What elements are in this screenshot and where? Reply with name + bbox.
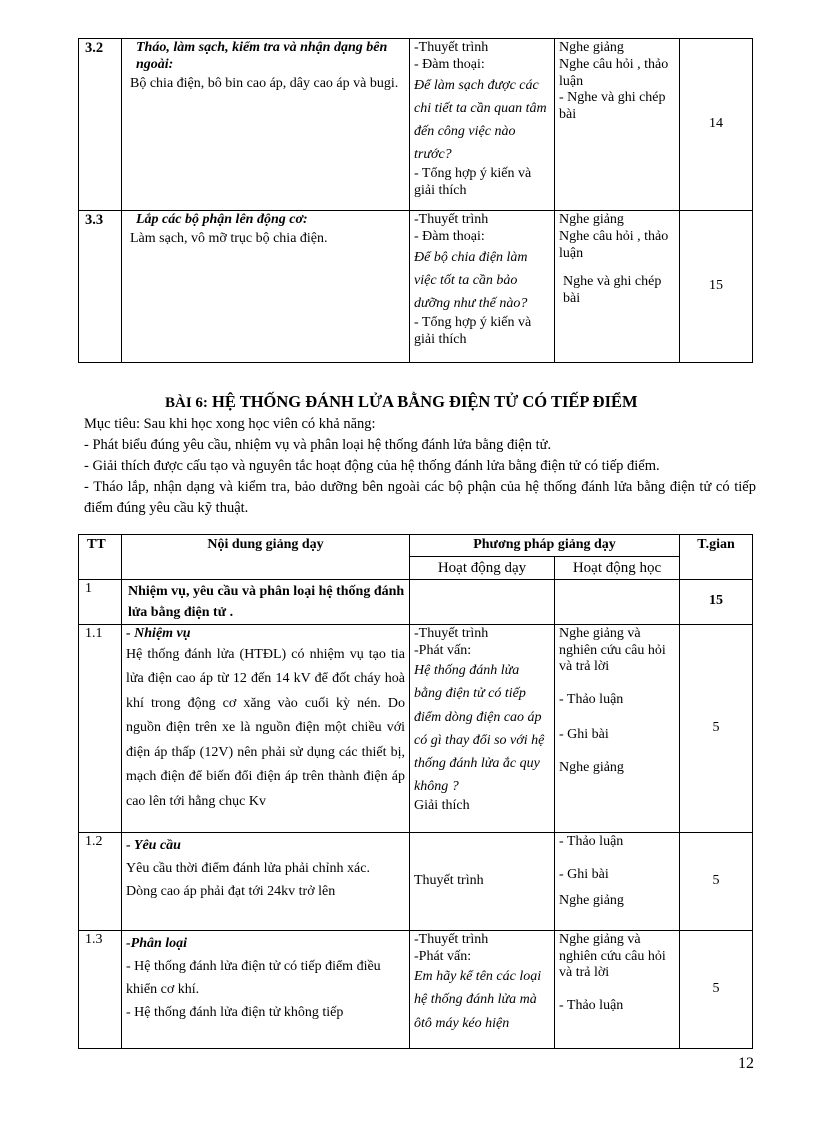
header-method: Phương pháp giảng dạy xyxy=(410,535,680,557)
page-number: 12 xyxy=(738,1055,754,1072)
content-cell xyxy=(122,39,410,211)
learning-text: Nghe giảng xyxy=(559,212,624,227)
method-text: - Đàm thoại: xyxy=(414,56,485,72)
content-title: - Yêu cầu xyxy=(126,837,181,853)
objective-item: - Giải thích được cấu tạo và nguyên tắc hoạt động của hệ thống đánh lửa bằng điện tử có tiếp điểm. xyxy=(84,458,660,475)
learning-text: Nghe giảng xyxy=(559,40,624,55)
content-cell xyxy=(122,624,410,832)
time-cell: 15 xyxy=(680,579,753,624)
row-number: 1 xyxy=(79,579,122,624)
lesson-title: HỆ THỐNG ĐÁNH LỬA BẰNG ĐIỆN TỬ CÓ TIẾP ĐIỂM xyxy=(212,392,638,411)
row-number: 1.1 xyxy=(79,624,122,832)
content-cell xyxy=(122,832,410,930)
empty-cell xyxy=(555,579,680,624)
content-body: Yêu cầu thời điểm đánh lửa phải chỉnh xác. xyxy=(126,860,370,876)
content-body: Bộ chia điện, bô bin cao áp, dây cao áp và bugi. xyxy=(130,75,399,91)
content-title: - Nhiệm vụ xyxy=(126,625,191,641)
header-tt: TT xyxy=(79,535,122,580)
row-number: 3.3 xyxy=(79,211,122,363)
content-body: Làm sạch, vô mỡ trục bộ chia điện. xyxy=(130,230,328,246)
table-row xyxy=(79,832,753,930)
header-time: T.gian xyxy=(680,535,753,580)
content-title: Lắp các bộ phận lên động cơ: xyxy=(136,212,308,227)
content-title: -Phân loại xyxy=(126,935,188,951)
learning-activity-cell xyxy=(555,832,680,930)
content-cell xyxy=(122,211,410,363)
table-row xyxy=(79,624,753,832)
learning-activity-cell xyxy=(555,930,680,1048)
lesson-heading xyxy=(165,392,765,412)
row-number: 1.3 xyxy=(79,930,122,1048)
header-teaching: Hoạt động dạy xyxy=(410,556,555,579)
method-text: -Phát vấn: xyxy=(414,642,472,658)
method-question: Để bộ chia điện làm việc tốt ta cần bảo dưỡng như thế nào? xyxy=(414,249,528,311)
learning-activity-cell xyxy=(555,39,680,211)
content-body: - Hệ thống đánh lửa điện tử có tiếp điểm điều khiển cơ khí. xyxy=(126,958,381,997)
content-body: Hệ thống đánh lửa (HTĐL) có nhiệm vụ tạo tia lửa điện cao áp từ 12 đến 14 kV để đốt cháy hoà khí trong động cơ xăng vào cuối kỳ nén. Do nguồn điện trên xe là nguồn điện một chiều với điện áp thấp (12V) nên phải sử dụng các thiết bị, mạch điện để biến đổi điện áp trên thành điện áp cao lên tới hằng chục Kv xyxy=(126,646,405,809)
method-text: -Thuyết trình xyxy=(414,40,489,55)
learning-text: Nghe giảng xyxy=(559,893,624,909)
learning-text: - Nghe và ghi chép bài xyxy=(559,90,666,123)
learning-text: - Ghi bài xyxy=(559,726,609,742)
header-learning: Hoạt động học xyxy=(555,556,680,579)
method-question: Để làm sạch được các chi tiết ta cần quan tâm đến công việc nào trước? xyxy=(414,77,547,162)
lesson-prefix: BÀI 6: xyxy=(165,395,208,411)
learning-text: Nghe và ghi chép bài xyxy=(563,274,662,307)
table-row xyxy=(79,211,753,363)
learning-text: Nghe giảng và nghiên cứu câu hỏi và trả lời xyxy=(559,625,666,675)
method-text: -Thuyết trình xyxy=(414,625,489,641)
time-cell: 14 xyxy=(680,39,753,211)
objective-item: - Tháo lắp, nhận dạng và kiểm tra, bảo dưỡng bên ngoài các bộ phận của hệ thống đánh lửa bằng điện tử có tiếp điểm đúng yêu cầu kỹ thuật. xyxy=(84,479,756,517)
time-cell: 5 xyxy=(680,624,753,832)
teaching-method-cell xyxy=(410,39,555,211)
learning-text: - Ghi bài xyxy=(559,866,609,882)
learning-activity-cell xyxy=(555,624,680,832)
learning-text: - Thảo luận xyxy=(559,833,624,849)
objectives-intro: Mục tiêu: Sau khi học xong học viên có khả năng: xyxy=(84,416,376,432)
learning-text: Nghe giảng và nghiên cứu câu hỏi và trả lời xyxy=(559,931,666,981)
method-text: - Tổng hợp ý kiến và giải thích xyxy=(414,314,532,347)
method-question: Em hãy kể tên các loại hệ thống đánh lửa mà ôtô máy kéo hiện xyxy=(414,969,542,1031)
teaching-method-cell xyxy=(410,930,555,1048)
method-text: Giải thích xyxy=(414,797,470,813)
content-cell xyxy=(122,930,410,1048)
time-cell: 15 xyxy=(680,211,753,363)
learning-text: Nghe câu hỏi , thảo luận xyxy=(559,56,669,89)
table-row xyxy=(79,579,753,624)
objective-item: - Phát biểu đúng yêu cầu, nhiệm vụ và phân loại hệ thống đánh lửa bằng điện tử. xyxy=(84,437,552,454)
empty-cell xyxy=(410,579,555,624)
method-question: Hệ thống đánh lửa bằng điện tử có tiếp điểm dòng điện cao áp có gì thay đổi so với hệ thống đánh lửa ắc quy không ? xyxy=(414,663,545,794)
row-number: 3.2 xyxy=(79,39,122,211)
content-title: Nhiệm vụ, yêu cầu và phân loại hệ thống đánh lửa bằng điện tử . xyxy=(122,579,410,624)
time-cell: 5 xyxy=(680,832,753,930)
row-number: 1.2 xyxy=(79,832,122,930)
learning-text: - Thảo luận xyxy=(559,998,624,1014)
lesson-objectives xyxy=(84,414,756,519)
method-text: -Phát vấn: xyxy=(414,948,472,964)
learning-text: Nghe giảng xyxy=(559,759,624,775)
learning-activity-cell xyxy=(555,211,680,363)
content-body: Dòng cao áp phải đạt tới 24kv trở lên xyxy=(126,883,336,899)
header-content: Nội dung giảng dạy xyxy=(122,535,410,580)
content-title: Tháo, làm sạch, kiểm tra và nhận dạng bên ngoài: xyxy=(136,40,388,72)
lesson-plan-table xyxy=(78,534,753,1049)
teaching-method-cell xyxy=(410,624,555,832)
method-text: - Đàm thoại: xyxy=(414,228,485,244)
teaching-method-cell xyxy=(410,211,555,363)
learning-text: Nghe câu hỏi , thảo luận xyxy=(559,228,669,261)
method-text: -Thuyết trình xyxy=(414,931,489,947)
content-body: - Hệ thống đánh lửa điện tử không tiếp xyxy=(126,1005,344,1021)
lesson-plan-table-continued xyxy=(78,38,753,363)
learning-text: - Thảo luận xyxy=(559,692,624,708)
method-text: -Thuyết trình xyxy=(414,212,489,227)
method-text: - Tổng hợp ý kiến và giải thích xyxy=(414,165,532,198)
table-row xyxy=(79,930,753,1048)
time-cell: 5 xyxy=(680,930,753,1048)
table-header-row xyxy=(79,535,753,557)
table-row xyxy=(79,39,753,211)
teaching-method-cell: Thuyết trình xyxy=(410,832,555,930)
